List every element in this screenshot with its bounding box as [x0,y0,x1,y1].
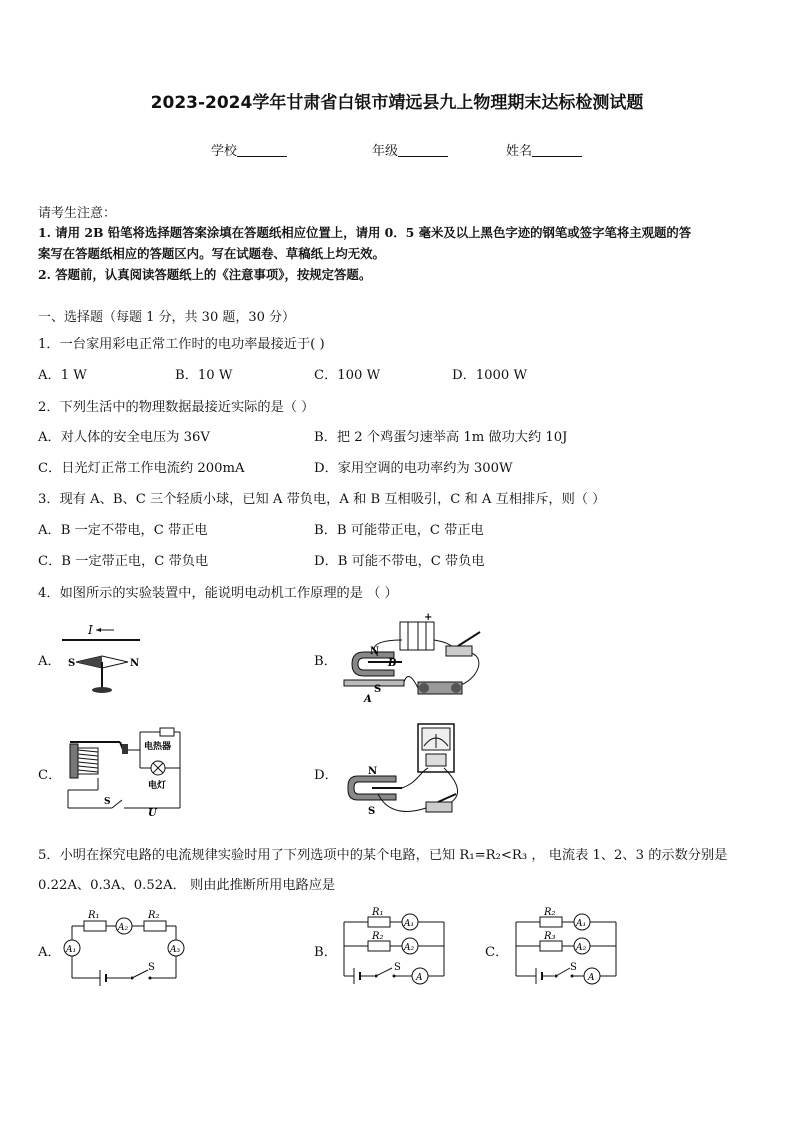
q5-circuit-b [340,904,450,990]
circuit-c-r2-label: R₂ [544,907,556,918]
notice-line1a: 1. 请用 2B 铅笔将选择题答案涂填在答题纸相应位置上，请用 0．5 毫米及以上黑色字迹的钢笔或签字笔将主观题的答 [38,225,692,240]
q5-circuit-c [512,904,622,990]
q5-stem-b: 0.22A、0.3A、0.52A． 则由此推断所用电路应是 [38,878,336,893]
grade-blank[interactable] [398,144,448,157]
school-blank[interactable] [237,144,287,157]
q3-option-a[interactable]: A．B 一定不带电，C 带正电 [38,523,208,538]
q5-stem-a: 5．小明在探究电路的电流规律实验时用了下列选项中的某个电路，已知 R₁=R₂<R₃ ， 电流表 1、2、3 的示数分别是 [38,848,728,863]
circuit-a-a1-label: A₁ [66,945,77,955]
fig-c-heater-label: 电热器 [144,742,172,752]
circuit-a-a2-label: A₂ [118,923,129,933]
q5-option-b[interactable]: B． [314,945,337,960]
circuit-c-r3-label: R₃ [544,931,556,942]
name-blank[interactable] [532,144,582,157]
circuit-a-r2-label: R₂ [148,910,160,921]
q2-option-b[interactable]: B．把 2 个鸡蛋匀速举高 1m 做功大约 10J [314,430,568,445]
q4-option-a[interactable]: A． [38,654,61,669]
q4-figure-c [64,724,194,816]
q1-option-a[interactable]: A．1 W [38,368,87,383]
notice-heading: 请考生注意： [38,206,117,221]
q4-figure-a [58,618,148,698]
q4-stem: 4．如图所示的实验装置中，能说明电动机工作原理的是 （ ） [38,586,398,601]
q4-figure-b [338,610,488,705]
school-field [211,140,287,159]
q1-option-c[interactable]: C．100 W [314,368,381,383]
q3-option-b[interactable]: B．B 可能带正电，C 带正电 [314,523,484,538]
fig-b-a-label: A [364,694,372,705]
notice-line2: 2. 答题前，认真阅读答题纸上的《注意事项》，按规定答题。 [38,267,372,282]
q1-stem: 1．一台家用彩电正常工作时的电功率最接近于( ) [38,337,325,352]
circuit-a-s-label: S [148,962,155,973]
q4-option-c[interactable]: C． [38,768,62,783]
circuit-b-a-label: A [416,973,423,983]
name-field [506,140,582,159]
fig-b-plus-label: + [424,612,433,623]
fig-b-n-label: N [370,646,380,657]
q2-option-a[interactable]: A．对人体的安全电压为 36V [38,430,210,445]
q5-option-a[interactable]: A． [38,945,61,960]
school-label: 学校 [211,144,238,159]
circuit-a-a3-label: A₃ [170,945,181,955]
grade-field [372,140,448,159]
q5-circuit-a [60,904,192,990]
circuit-b-r2-label: R₂ [372,931,384,942]
fig-b-s-label: S [374,684,382,695]
page-title: 2023-2024学年甘肃省白银市靖远县九上物理期末达标检测试题 [150,93,644,113]
q2-option-c[interactable]: C．日光灯正常工作电流约 200mA [38,461,245,476]
fig-a-n-label: N [130,658,140,669]
section-heading: 一、选择题（每题 1 分，共 30 题，30 分） [38,310,296,325]
q2-option-d[interactable]: D．家用空调的电功率约为 300W [314,461,513,476]
q3-option-d[interactable]: D．B 可能不带电，C 带负电 [314,554,485,569]
circuit-b-a2-label: A₂ [404,943,415,953]
circuit-a-r1-label: R₁ [88,910,100,921]
circuit-c-a-label: A [588,973,595,983]
fig-c-lamp-label: 电灯 [148,781,167,791]
q4-option-b[interactable]: B． [314,654,337,669]
q4-figure-d [338,722,468,822]
fig-c-voltage-label: U [148,808,157,816]
fig-b-b-label: B [388,658,397,669]
q1-option-d[interactable]: D．1000 W [452,368,528,383]
circuit-c-s-label: S [570,962,577,973]
fig-d-n-label: N [368,766,378,777]
circuit-b-r1-label: R₁ [372,907,384,918]
fig-d-s-label: S [368,806,376,817]
name-label: 姓名 [506,144,533,159]
fig-a-current-label: I [88,623,93,637]
q5-option-c[interactable]: C． [485,945,509,960]
circuit-c-a2-label: A₂ [576,943,587,953]
fig-a-s-label: S [68,658,76,669]
circuit-c-a1-label: A₁ [576,919,587,929]
q4-option-d[interactable]: D． [314,768,338,783]
grade-label: 年级 [372,144,399,159]
q1-option-b[interactable]: B．10 W [175,368,233,383]
q2-stem: 2．下列生活中的物理数据最接近实际的是（ ） [38,400,315,415]
circuit-b-a1-label: A₁ [404,919,415,929]
circuit-b-s-label: S [394,962,401,973]
q3-option-c[interactable]: C．B 一定带正电，C 带负电 [38,554,209,569]
fig-c-switch-label: S [104,797,111,807]
notice-line1b: 案写在答题纸相应的答题区内。写在试题卷、草稿纸上均无效。 [38,246,385,261]
q3-stem: 3．现有 A、B、C 三个轻质小球，已知 A 带负电，A 和 B 互相吸引，C 和 A 互相排斥，则（ ） [38,492,606,507]
